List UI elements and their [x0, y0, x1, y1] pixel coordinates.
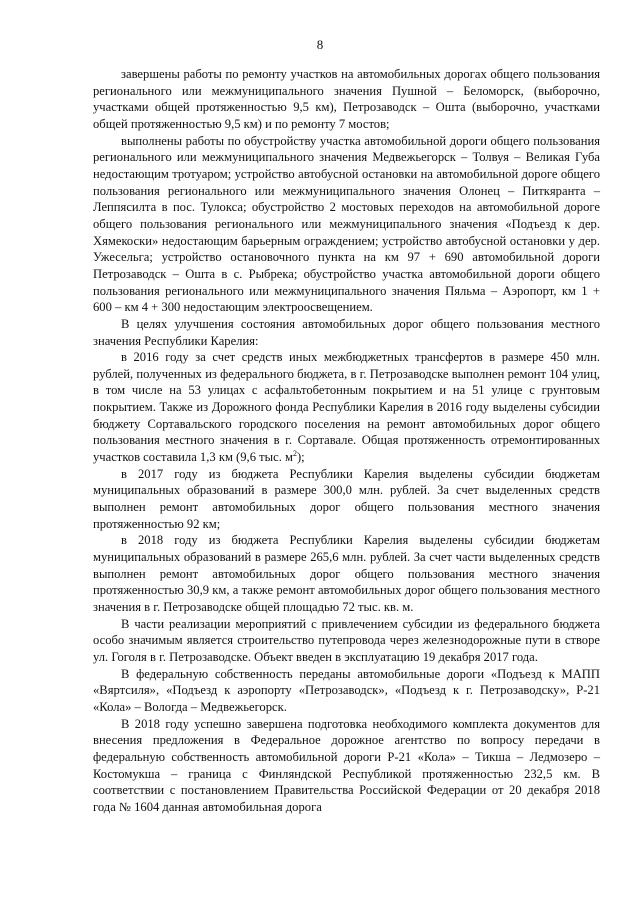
paragraph-federal-transfer: В федеральную собственность переданы автомобильные дороги «Подъезд к МАПП «Вяртсиля», «Подъезд к аэропорту «Петрозаводск», «Подъезд к г. Петрозаводску», Р-21 «Кола» – Вологда – Медвежьегорск. — [93, 666, 600, 714]
paragraph-r21-kola: В 2018 году успешно завершена подготовка необходимого комплекта документов для внесения предложения в Федеральное дорожное агентство по вопросу передачи в федеральную собственность автомобильной дороги Р-21 «Кола» – Тикша – Ледмозеро – Костомукша – граница с Финляндской Республикой протяженностью 232,5 км. В соответствии с постановлением Правительства Российской Федерации от 20 декабря 2018 года № 1604 данная автомобильная дорога — [93, 716, 600, 814]
page-number: 8 — [316, 37, 324, 52]
paragraph-repair-works: завершены работы по ремонту участков на автомобильных дорогах общего пользования регионального или межмуниципального значения Пушной – Беломорск, (выборочно, участками общей протяженностью 9,5 км), Петрозаводск – Оштa (выборочно, участками общей протяженностью 9,5 км) и по ремонту 7 мостов; — [93, 67, 600, 131]
paragraph-local-roads-intro: В целях улучшения состояния автомобильных дорог общего пользования местного значения Республики Карелия: — [93, 316, 600, 348]
paragraph-2016-text: в 2016 году за счет средств иных межбюджетных трансфертов в размере 450 млн. рублей, полученных из федерального бюджета, в г. Петрозаводске выполнен ремонт 104 улиц, в том числе на 53 улицах с асфальтобетонным покрытием и на 51 улице с грунтовым покрытием. Также из Дорожного фонда Республики Карелия в 2016 году выделены субсидии бюджету Сортавальского городского поселения на ремонт автомобильных дорог общего пользования местного значения в г. Сортавале. Общая протяженность отремонтированных участков составила 1,3 км (9,6 тыс. м — [93, 350, 600, 465]
paragraph-overpass: В части реализации мероприятий с привлечением субсидии из федерального бюджета особо значимым является строительство путепровода через железнодорожные пути в створе ул. Гоголя в г. Петрозаводске. Объект введен в эксплуатацию 19 декабря 2017 года. — [93, 616, 600, 664]
paragraph-2016 — [93, 349, 600, 466]
square-meter-superscript: 2 — [292, 448, 297, 458]
paragraph-2018: в 2018 году из бюджета Республики Карелия выделены субсидии бюджетам муниципальных образований в размере 265,6 млн. рублей. За счет части выделенных средств выполнен ремонт автомобильных дорог общего пользования местного значения протяженностью 30,9 км, а также ремонт автомобильных дорог общего пользования местного значения в г. Петрозаводске общей площадью 72 тыс. кв. м. — [93, 533, 600, 614]
document-body — [93, 66, 600, 816]
paragraph-arrangement-works: выполнены работы по обустройству участка автомобильной дороги общего пользования регионального или межмуниципального значения Медвежьегорск – Толвуя – Великая Губа недостающим тротуаром; устройство автобусной остановки на автомобильной дороге общего пользования регионального или межмуниципального значения Олонец – Питкяранта – Леппясилта в пос. Тулокса; обустройство 2 мостовых переходов на автомобильной дороге общего пользования регионального или межмуниципального значения «Подъезд к дер. Хямекоски» недостающим барьерным ограждением; устройство автобусной остановки у дер. Ужесельга; устройство остановочного пункта на км 97 + 690 автомобильной дороги Петрозаводск – Оштa в с. Рыбрека; обустройство участка автомобильной дороги общего пользования регионального или межмуниципального значения Пяльма – Аэропорт, км 1 + 600 – км 4 + 300 недостающим электроосвещением. — [93, 133, 600, 315]
paragraph-2016-tail: ); — [296, 450, 305, 465]
paragraph-2017: в 2017 году из бюджета Республики Карелия выделены субсидии бюджетам муниципальных образований в размере 300,0 млн. рублей. За счет выделенных средств выполнен ремонт автомобильных дорог общего пользования местного значения протяженностью 92 км; — [93, 466, 600, 531]
